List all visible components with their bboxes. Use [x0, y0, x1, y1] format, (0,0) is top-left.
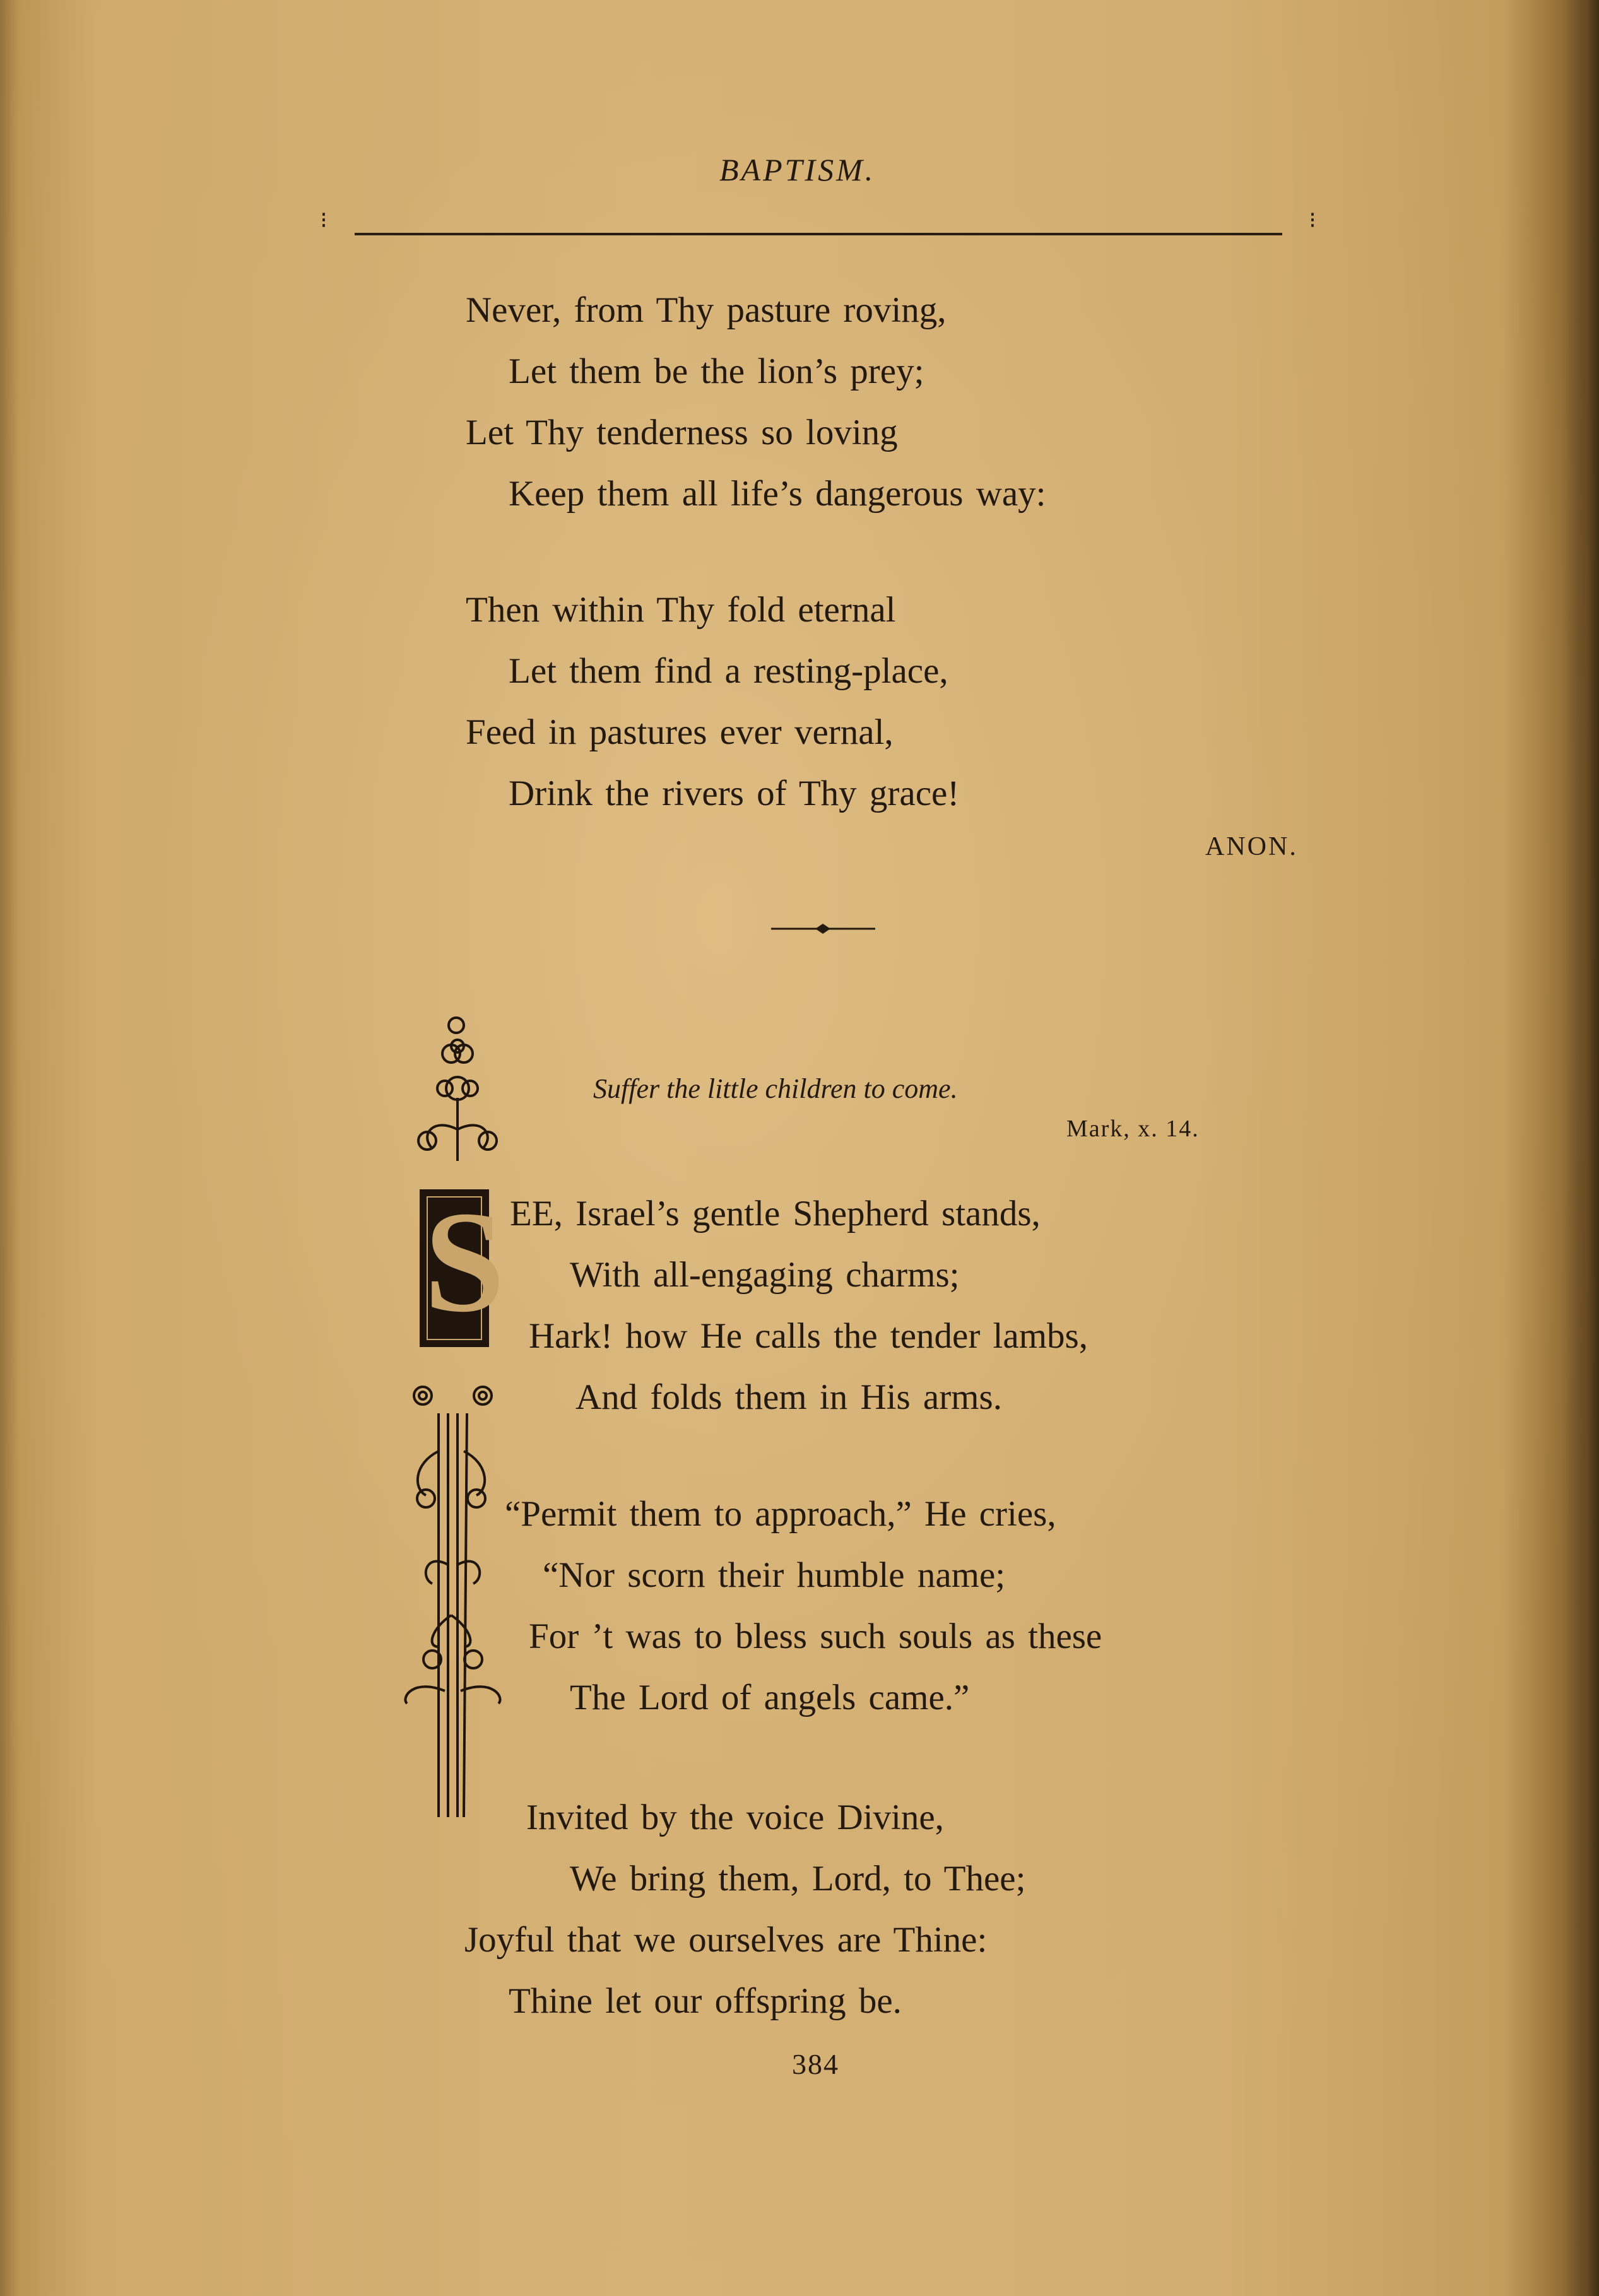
rule-ornament-left: ⁝ — [320, 208, 327, 233]
page-edge-shadow — [1561, 0, 1599, 2296]
floral-drop-cap-ornament — [388, 1010, 514, 1830]
verse-line: Hark! how He calls the tender lambs, — [529, 1316, 1088, 1356]
verse-line: For ’t was to bless such souls as these — [529, 1616, 1102, 1656]
verse-line: Let them be the lion’s prey; — [509, 351, 924, 391]
rule-ornament-right: ⁝ — [1309, 208, 1316, 233]
page-number: 384 — [792, 2048, 839, 2080]
verse-line: “Nor scorn their humble name; — [543, 1555, 1006, 1595]
verse-line: Feed in pastures ever vernal, — [466, 712, 894, 752]
running-header: BAPTISM. — [719, 152, 876, 187]
verse-line: Drink the rivers of Thy grace! — [509, 774, 960, 813]
verse-line: Invited by the voice Divine, — [526, 1798, 944, 1837]
verse-line: “Permit them to approach,” He cries, — [505, 1494, 1056, 1534]
verse-line: Thine let our offspring be. — [509, 1981, 902, 2021]
verse-line: The Lord of angels came.” — [570, 1678, 970, 1717]
verse-line: We bring them, Lord, to Thee; — [570, 1859, 1026, 1899]
verse-line: Never, from Thy pasture roving, — [466, 290, 947, 330]
verse-line: And folds them in His arms. — [575, 1377, 1002, 1417]
verse-line: Then within Thy fold eternal — [466, 590, 896, 630]
header-rule — [355, 233, 1282, 235]
epigraph-reference: Mark, x. 14. — [1066, 1116, 1200, 1142]
section-divider — [771, 921, 875, 936]
verse-line: EE, Israel’s gentle Shepherd stands, — [510, 1194, 1041, 1233]
verse-line: Let them find a resting-place, — [509, 651, 948, 691]
epigraph: Suffer the little children to come. — [593, 1073, 958, 1104]
verse-line: Keep them all life’s dangerous way: — [509, 474, 1046, 514]
hymn-1-attribution: ANON. — [1205, 832, 1298, 861]
verse-line: Let Thy tenderness so loving — [466, 413, 898, 452]
page-gutter-shadow — [0, 0, 19, 2296]
verse-line: With all-engaging charms; — [570, 1255, 960, 1295]
verse-line: Joyful that we ourselves are Thine: — [464, 1920, 988, 1960]
drop-cap-letter: S — [424, 1181, 505, 1342]
